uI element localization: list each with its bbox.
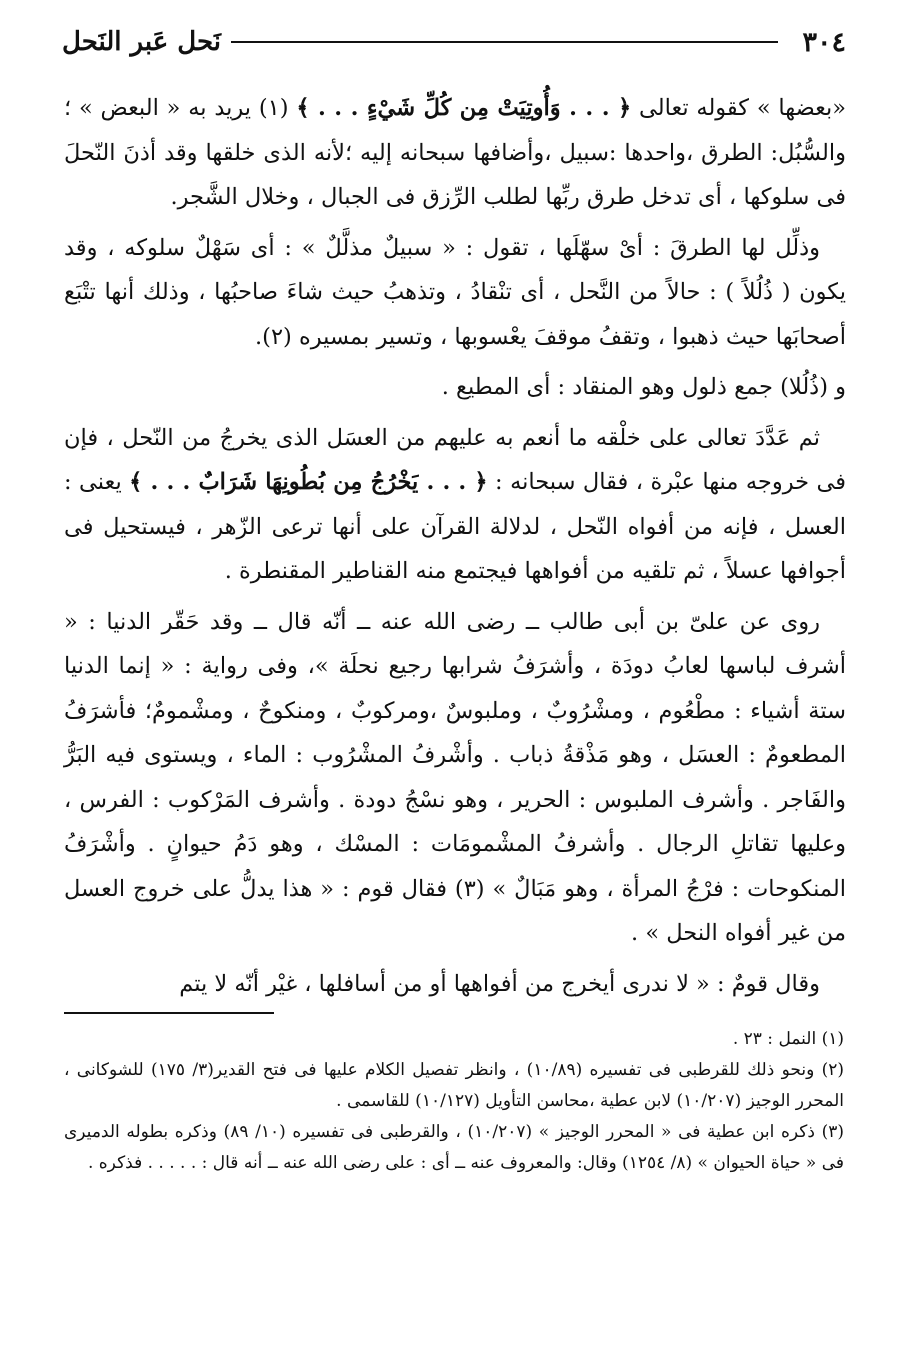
page-number: ٣٠٤ xyxy=(802,26,846,58)
footnote-1: (١) النمل : ٢٣ . xyxy=(732,1029,844,1049)
paragraph-1-text-a: «بعضها » كقوله تعالى xyxy=(631,95,846,121)
paragraph-3: و (ذُلُلا) جمع ذلول وهو المنقاد : أى المطيع . xyxy=(441,374,846,400)
footnotes xyxy=(64,1024,844,1179)
running-title: نَحل عَبر النَحل xyxy=(62,27,221,57)
page-header xyxy=(62,22,846,62)
header-rule xyxy=(231,41,779,43)
footnote-separator xyxy=(64,1012,274,1014)
footnote-2: (٢) ونحو ذلك للقرطبى فى تفسيره (١٠/٨٩) ، وانظر تفصيل الكلام عليها فى فتح القدير(٣/ ١٧٥) للشوكانى ، المحرر الوجيز (١٠/٢٠٧) لابن عطية ،محاسن التأويل (١٠/١٢٧) للقاسمى . xyxy=(64,1060,844,1111)
paragraph-4-text-b: يعنى : العسل ، فإنه من أفواه النّحل ، لدلالة القرآن على أنها ترعى الزّهر ، فيستحيل فى أجوافها عسلاً ، ثم تلقيه من أفواهها فيجتمع منه القناطير المقنطرة . xyxy=(64,469,846,584)
footnote-3: (٣) ذكره ابن عطية فى « المحرر الوجيز » (١٠/٢٠٧) ، والقرطبى فى تفسيره (١٠/ ٨٩) وذكره بطوله الدميرى فى « حياة الحيوان » (٨/ ١٢٥٤) وقال: والمعروف عنه ــ أى : على رضى الله عنه ــ أنه قال : . . . . . فذكره . xyxy=(64,1122,844,1173)
paragraph-5: روى عن علىّ بن أبى طالب ــ رضى الله عنه ــ أنّه قال ــ وقد حَقّر الدنيا : « أشرف لباسها لعابُ دودَة ، وأشرَفُ شرابها رجيع نحلَة »، وفى رواية : « إنما الدنيا ستة أشياء : مطْعُوم ، ومشْرُوبٌ ، وملبوسٌ ،ومركوبٌ ، ومنكوحٌ ، ومشْمومٌ؛ فأشرَفُ المطعومٌ : العسَل ، وهو مَذْقةُ ذباب . وأشْرفُ المشْرُوب : الماء ، ويستوى فيه البَرُّ والفَاجر . وأشرف الملبوس : الحرير ، وهو نسْجُ دودة . وأشرف المَرْكوب : الفرس ، وعليها تقاتلِ الرجال . وأشرفُ المشْمومَات : المسْك ، وهو دَمُ حيوانٍ . وأشْرَفُ المنكوحات : فرْجُ المرأة ، وهو مَبَالٌ » (٣) فقال قوم : « هذا يدلُّ على خروج العسل من غير أفواه النحل » . xyxy=(64,608,846,946)
paragraph-2: وذلِّل لها الطرقَ : أىْ سهّلَها ، تقول : « سبيلٌ مذلَّلٌ » : أى سَهْلٌ سلوكه ، وقد يكون ( ذُلُلاً ) : حالاً من النَّحل ، أى تنْقادُ ، وتذهبُ حيث شاءَ صاحبُها ، وذلك أنها تتْبَع أصحابَها حيث ذهبوا ، وتقفُ موقفَ يعْسوبها ، وتسير بمسيره (٢). xyxy=(64,234,846,350)
quran-verse-2: ﴿ . . . يَخْرُجُ مِن بُطُونِهَا شَرَابٌ . . . ﴾ xyxy=(129,469,488,495)
paragraph-4 xyxy=(64,416,846,594)
main-text xyxy=(64,86,846,1012)
quran-verse-1: ﴿ . . . وَأُوتِيَتْ مِن كُلِّ شَيْءٍ . . . ﴾ xyxy=(296,95,632,121)
paragraph-1 xyxy=(64,86,846,220)
paragraph-6: وقال قومٌ : « لا ندرى أيخرج من أفواهها أو من أسافلها ، غيْر أنّه لا يتم xyxy=(179,970,820,997)
paragraph-4-text-a: ثم عَدَّدَ تعالى على خلْقه ما أنعم به عليهم من العسَل الذى يخرجُ من النّحل ، فإن فى خروجه منها عبْرة ، فقال سبحانه : xyxy=(64,424,847,495)
paragraph-1-text-b: (١) يريد به « البعض » ؛ والسُّبُل: الطرق ،واحدها :سبيل ،وأضافها سبحانه إليه ؛لأنه الذى خلقها وقد أذنَ النّحلَ فى سلوكها ، أى تدخل طرق ربِّها لطلب الرِّزق فى الجبال ، وخلال الشَّجر. xyxy=(64,95,846,210)
